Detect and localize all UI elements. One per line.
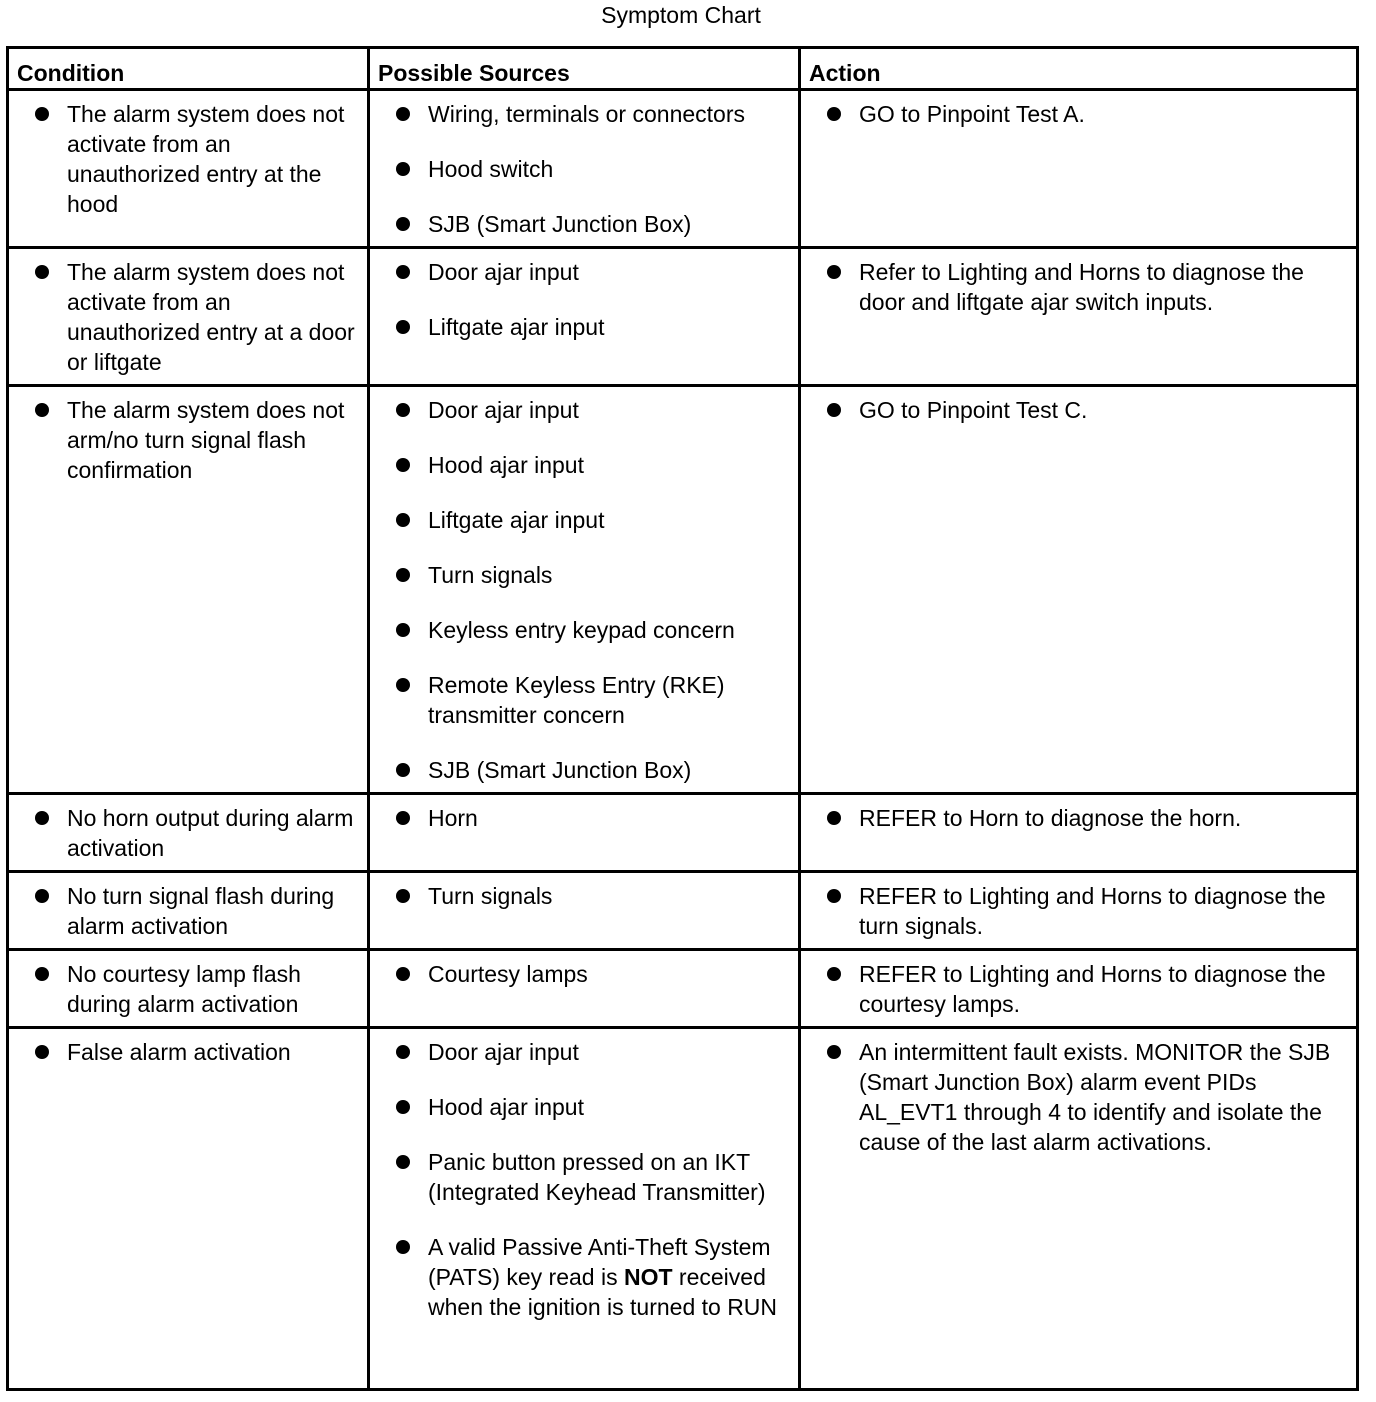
sources-cell xyxy=(369,386,800,794)
source-item: Door ajar input xyxy=(370,395,792,425)
source-item: Turn signals xyxy=(370,881,792,911)
sources-cell xyxy=(369,90,800,248)
pats-text-after: received when the ignition is turned to RUN xyxy=(428,1264,778,1320)
action-text: An intermittent fault exists. MONITOR the SJB (Smart Junction Box) alarm event PIDs AL_EVT1 through 4 to identify and isolate the cause of the last alarm activations. xyxy=(801,1037,1350,1157)
source-item-pats xyxy=(370,1232,792,1322)
source-item: SJB (Smart Junction Box) xyxy=(370,755,792,785)
condition-text: No turn signal flash during alarm activation xyxy=(9,881,361,941)
table-row xyxy=(8,248,1358,386)
action-cell xyxy=(800,950,1358,1028)
table-row xyxy=(8,386,1358,794)
symptom-chart-table xyxy=(6,46,1359,1391)
sources-cell xyxy=(369,794,800,872)
condition-text: No courtesy lamp flash during alarm activation xyxy=(9,959,361,1019)
action-cell xyxy=(800,1028,1358,1390)
action-cell xyxy=(800,872,1358,950)
source-item: Courtesy lamps xyxy=(370,959,792,989)
sources-cell xyxy=(369,248,800,386)
source-item: Liftgate ajar input xyxy=(370,505,792,535)
condition-cell xyxy=(8,872,369,950)
source-item: Door ajar input xyxy=(370,257,792,287)
source-item: Panic button pressed on an IKT (Integrated Keyhead Transmitter) xyxy=(370,1147,792,1207)
action-cell xyxy=(800,90,1358,248)
header-possible-sources: Possible Sources xyxy=(369,48,800,90)
sources-cell xyxy=(369,1028,800,1390)
header-condition: Condition xyxy=(8,48,369,90)
table-row xyxy=(8,872,1358,950)
condition-cell xyxy=(8,950,369,1028)
table-row xyxy=(8,90,1358,248)
source-item: Horn xyxy=(370,803,792,833)
action-text: REFER to Lighting and Horns to diagnose the turn signals. xyxy=(801,881,1350,941)
condition-cell xyxy=(8,386,369,794)
source-item: Hood ajar input xyxy=(370,450,792,480)
sources-cell xyxy=(369,950,800,1028)
action-cell xyxy=(800,248,1358,386)
table-row xyxy=(8,794,1358,872)
condition-cell xyxy=(8,90,369,248)
condition-text: The alarm system does not activate from an unauthorized entry at the hood xyxy=(9,99,361,219)
source-item: Hood switch xyxy=(370,154,792,184)
source-item: Door ajar input xyxy=(370,1037,792,1067)
source-item: Keyless entry keypad concern xyxy=(370,615,792,645)
source-item: SJB (Smart Junction Box) xyxy=(370,209,792,239)
pats-text-before: A valid Passive Anti-Theft System (PATS) key read is xyxy=(428,1234,771,1290)
source-item: Liftgate ajar input xyxy=(370,312,792,342)
condition-text: The alarm system does not arm/no turn signal flash confirmation xyxy=(9,395,361,485)
source-item: Turn signals xyxy=(370,560,792,590)
page-title: Symptom Chart xyxy=(601,2,761,28)
action-text: REFER to Lighting and Horns to diagnose the courtesy lamps. xyxy=(801,959,1350,1019)
action-text: GO to Pinpoint Test C. xyxy=(801,395,1350,425)
condition-text: The alarm system does not activate from an unauthorized entry at a door or liftgate xyxy=(9,257,361,377)
source-item: Hood ajar input xyxy=(370,1092,792,1122)
action-text: Refer to Lighting and Horns to diagnose the door and liftgate ajar switch inputs. xyxy=(801,257,1350,317)
source-item: Remote Keyless Entry (RKE) transmitter concern xyxy=(370,670,792,730)
source-item: Wiring, terminals or connectors xyxy=(370,99,792,129)
action-text: GO to Pinpoint Test A. xyxy=(801,99,1350,129)
pats-text-bold: NOT xyxy=(623,1264,673,1290)
condition-cell xyxy=(8,248,369,386)
table-header-row xyxy=(8,48,1358,90)
action-text: REFER to Horn to diagnose the horn. xyxy=(801,803,1350,833)
table-row xyxy=(8,1028,1358,1390)
condition-cell xyxy=(8,1028,369,1390)
sources-cell xyxy=(369,872,800,950)
action-cell xyxy=(800,794,1358,872)
action-cell xyxy=(800,386,1358,794)
condition-text: False alarm activation xyxy=(9,1037,361,1067)
condition-text: No horn output during alarm activation xyxy=(9,803,361,863)
header-action: Action xyxy=(800,48,1358,90)
table-row xyxy=(8,950,1358,1028)
condition-cell xyxy=(8,794,369,872)
